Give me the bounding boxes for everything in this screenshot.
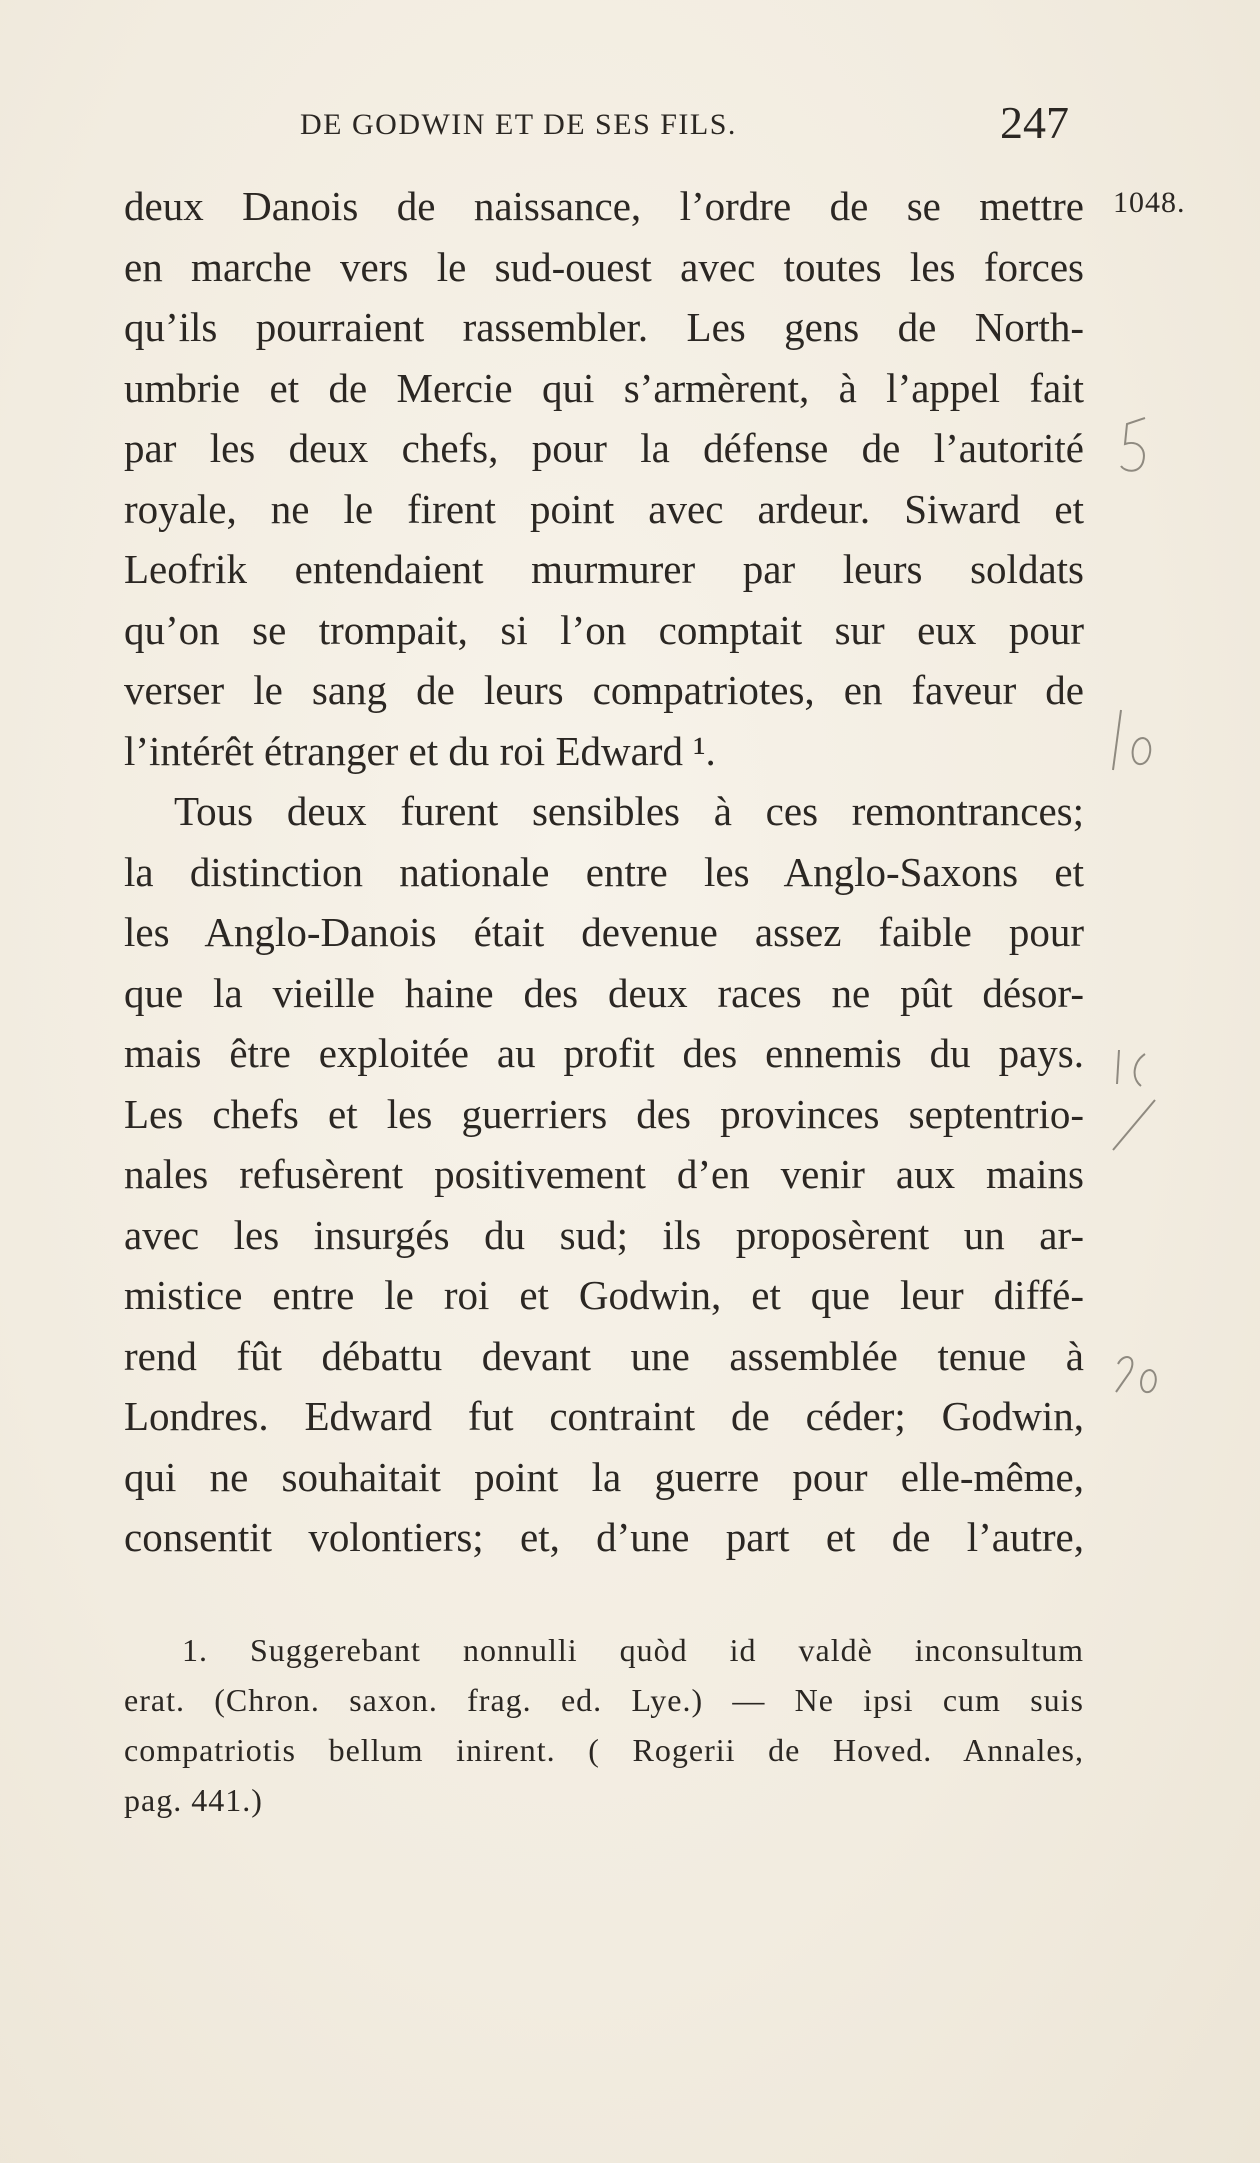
page-number: 247	[1000, 97, 1069, 148]
text-line: en marche vers le sud-ouest avec toutes les forces	[124, 243, 1084, 290]
pencil-mark-5	[1115, 410, 1155, 480]
text-line: royale, ne le firent point avec ardeur. Siward et	[124, 485, 1084, 532]
footnotes	[124, 1625, 1084, 1825]
footnote-line: pag. 441.)	[124, 1782, 263, 1818]
text-line: Londres. Edward fut contraint de céder; Godwin,	[124, 1393, 1084, 1439]
text-line: qu’on se trompait, si l’on comptait sur eux pour	[124, 606, 1084, 653]
pencil-mark-10	[1103, 700, 1163, 790]
text-line: par les deux chefs, pour la défense de l’autorité	[124, 425, 1084, 471]
text-line: umbrie et de Mercie qui s’armèrent, à l’appel fait	[124, 364, 1084, 411]
text-line: l’intérêt étranger et du roi Edward ¹.	[124, 727, 716, 774]
footnote-line: 1. Suggerebant nonnulli quòd id valdè inconsultum	[182, 1632, 1084, 1668]
text-line: deux Danois de naissance, l’ordre de se mettre	[124, 183, 1084, 229]
text-line: consentit volontiers; et, d’une part et de l’autre,	[124, 1514, 1084, 1560]
text-line: la distinction nationale entre les Anglo-Saxons et	[124, 848, 1084, 895]
footnote-line: compatriotis bellum inirent. ( Rogerii de Hoved. Annales,	[124, 1732, 1084, 1768]
text-line: que la vieille haine des deux races ne pût désor-	[124, 969, 1084, 1016]
text-line: qu’ils pourraient rassembler. Les gens de North-	[124, 304, 1084, 350]
text-line: qui ne souhaitait point la guerre pour elle-même,	[124, 1453, 1084, 1500]
text-line: mistice entre le roi et Godwin, et que leur diffé-	[124, 1272, 1084, 1318]
text-line: verser le sang de leurs compatriotes, en faveur de	[124, 667, 1084, 713]
text-line: les Anglo-Danois était devenue assez faible pour	[124, 909, 1084, 955]
pencil-mark-20	[1108, 1348, 1168, 1408]
body-text	[124, 176, 1084, 1568]
text-line: Leofrik entendaient murmurer par leurs soldats	[124, 546, 1084, 592]
text-line: rend fût débattu devant une assemblée tenue à	[124, 1332, 1084, 1379]
footnote-line: erat. (Chron. saxon. frag. ed. Lye.) — Ne ipsi cum suis	[124, 1682, 1084, 1718]
text-line: Les chefs et les guerriers des provinces septentrio-	[124, 1090, 1084, 1137]
pencil-mark-15	[1105, 1040, 1160, 1160]
running-head: DE GODWIN ET DE SES FILS.	[300, 108, 737, 141]
text-line: mais être exploitée au profit des ennemis du pays.	[124, 1030, 1084, 1076]
paragraph-start-line: Tous deux furent sensibles à ces remontrances;	[174, 788, 1084, 834]
text-line: nales refusèrent positivement d’en venir aux mains	[124, 1151, 1084, 1197]
margin-date: 1048.	[1113, 186, 1186, 219]
text-line: avec les insurgés du sud; ils proposèrent un ar-	[124, 1211, 1084, 1258]
